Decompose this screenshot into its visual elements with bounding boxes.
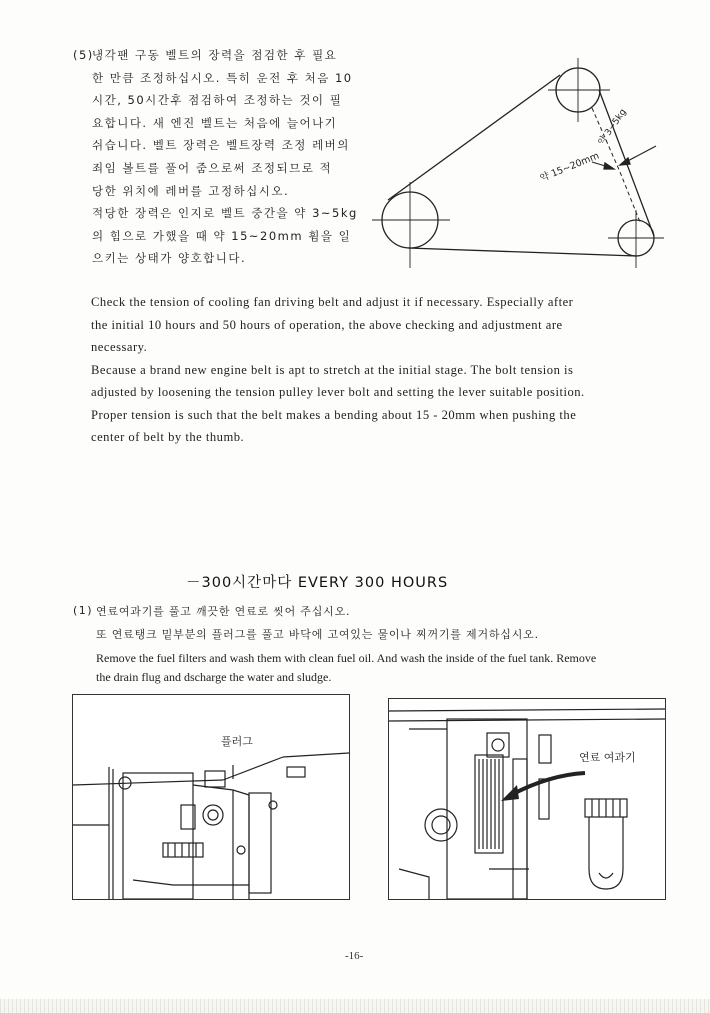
korean-line: 시간, 50시간후 점검하여 조정하는 것이 필 <box>92 93 343 108</box>
plug-label: 플러그 <box>221 735 253 748</box>
english-line: adjusted by loosening the tension pulley lever bolt and setting the lever suitable position. <box>91 385 585 399</box>
english-line: Proper tension is such that the belt makes a bending about 15 - 20mm when pushing the <box>91 407 577 422</box>
korean-line: 냉각팬 구동 벨트의 장력을 점검한 후 필요 <box>92 48 338 62</box>
korean-line: 죄임 볼트를 풀어 줌으로써 조정되므로 적 <box>92 160 333 175</box>
section5-korean-text <box>92 44 377 270</box>
section300-english-text <box>96 649 671 687</box>
belt-tension-diagram <box>360 50 680 278</box>
english-line: Remove the fuel filters and wash them with clean fuel oil. And wash the inside of the fuel tank. Remove <box>96 651 597 665</box>
korean-line: 으키는 상태가 양호합니다. <box>92 251 247 266</box>
english-line: necessary. <box>91 340 148 354</box>
korean-line: 연료여과기를 풀고 깨끗한 연료로 씻어 주십시오. <box>96 605 351 618</box>
english-line: Check the tension of cooling fan driving belt and adjust it if necessary. Especially after <box>91 295 574 309</box>
scan-edge <box>0 999 710 1013</box>
section300-number: (1) <box>73 604 94 617</box>
force-label: 약 3~5kg <box>596 107 629 148</box>
korean-line: 당한 위치에 레버를 고정하십시오. <box>92 183 290 198</box>
korean-line: 요합니다. 새 엔진 벨트는 처음에 늘어나기 <box>92 115 338 130</box>
korean-line: 한 만큼 조정하십시오. 특히 운전 후 처음 10 <box>92 70 353 85</box>
section5-english-text <box>91 291 662 449</box>
engine-drawing-right <box>389 699 665 899</box>
section5-number: (5) <box>73 48 94 62</box>
section-heading-300-hours: －300시간마다 EVERY 300 HOURS <box>186 575 449 591</box>
drain-plug-figure <box>72 694 350 900</box>
engine-drawing-left <box>73 695 349 899</box>
korean-line: 쉬습니다. 벨트 장력은 벨트장력 조정 레버의 <box>92 138 350 153</box>
english-line: center of belt by the thumb. <box>91 430 245 444</box>
deflection-label: 약 15~20mm <box>538 150 601 185</box>
fuel-filter-figure <box>388 698 666 900</box>
korean-line: 의 힘으로 가했을 때 약 15~20mm 휨을 일 <box>92 228 352 243</box>
english-line: the drain flug and dscharge the water and sludge. <box>96 670 332 684</box>
korean-line: 또 연료탱크 밑부분의 플러그를 풀고 바닥에 고여있는 물이나 찌꺼기를 제거하십시오. <box>96 628 539 641</box>
section300-korean-text <box>96 600 539 646</box>
page-number: -16- <box>345 950 364 962</box>
fuel-filter-label: 연료 여과기 <box>579 751 636 764</box>
english-line: Because a brand new engine belt is apt to stretch at the initial stage. The bolt tension is <box>91 362 574 377</box>
english-line: the initial 10 hours and 50 hours of operation, the above checking and adjustment are <box>91 317 563 332</box>
korean-line: 적당한 장력은 인지로 벨트 중간을 약 3~5kg <box>92 206 358 221</box>
